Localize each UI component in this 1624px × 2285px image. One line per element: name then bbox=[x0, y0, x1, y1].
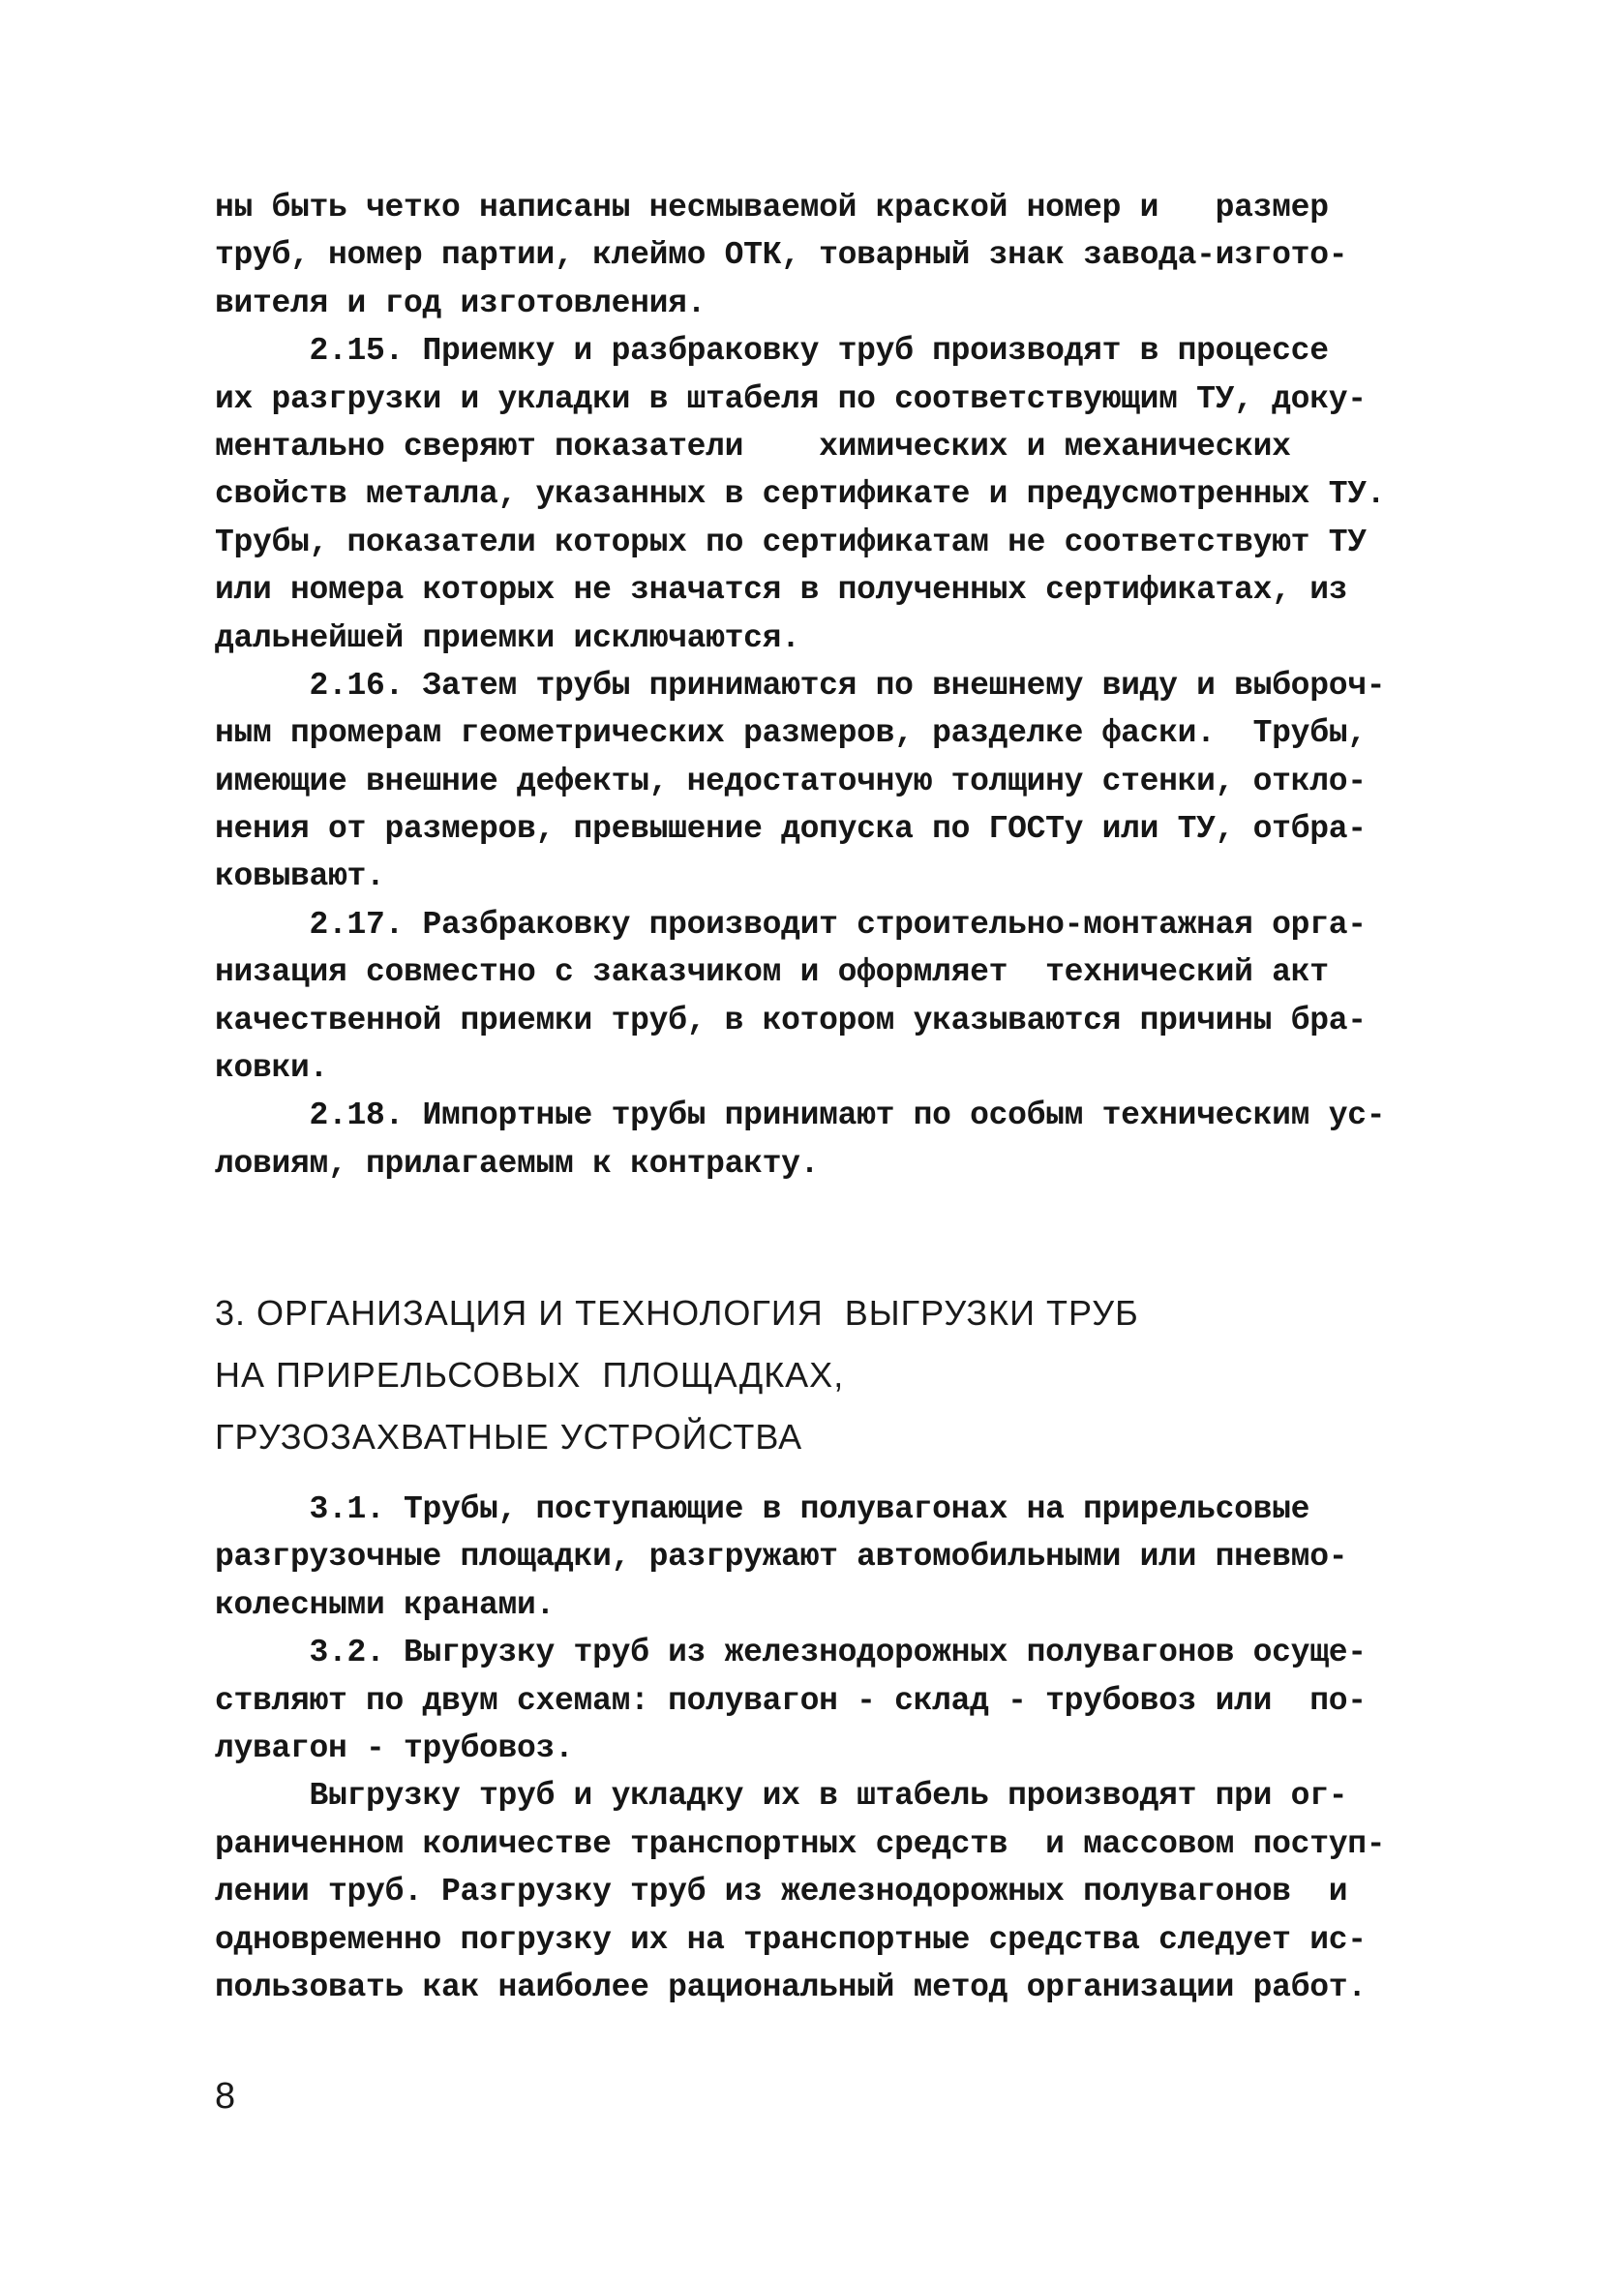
body-text-line: разгрузочные площадки, разгружают автомобильными или пневмо- bbox=[215, 1539, 1348, 1576]
body-text-line: пользовать как наиболее рациональный метод организации работ. bbox=[215, 1969, 1367, 2005]
body-text-line: лувагон - трубовоз. bbox=[215, 1729, 574, 1766]
body-text-line: ствляют по двум схемам: полувагон - склад - трубовоз или по- bbox=[215, 1682, 1367, 1719]
paragraph-2-17-line: 2.17. Разбраковку производит строительно-монтажная орга- bbox=[215, 906, 1367, 943]
body-text-line: ным промерам геометрических размеров, разделке фаски. Трубы, bbox=[215, 715, 1367, 752]
section-2-continuation bbox=[215, 184, 1454, 1188]
paragraph-3-1-line: 3.1. Трубы, поступающие в полувагонах на прирельсовые bbox=[215, 1491, 1310, 1527]
body-text-line: ковки. bbox=[215, 1050, 329, 1087]
body-text-line: ковывают. bbox=[215, 858, 385, 895]
body-text-line: вителя и год изготовления. bbox=[215, 285, 707, 321]
heading-line: ГРУЗОЗАХВАТНЫЕ УСТРОЙСТВА bbox=[215, 1417, 803, 1457]
body-text-line: ловиям, прилагаемым к контракту. bbox=[215, 1145, 820, 1182]
heading-line: НА ПРИРЕЛЬСОВЫХ ПЛОЩАДКАХ, bbox=[215, 1355, 845, 1395]
body-text-line: ны быть четко написаны несмываемой краской номер и размер bbox=[215, 190, 1329, 225]
body-text-line: или номера которых не значатся в полученных сертификатах, из bbox=[215, 572, 1348, 609]
paragraph-3-2-line: 3.2. Выгрузку труб из железнодорожных полувагонов осуще- bbox=[215, 1635, 1367, 1671]
body-text-line: низация совместно с заказчиком и оформляет технический акт bbox=[215, 954, 1329, 991]
body-text-line: труб, номер партии, клеймо ОТК, товарный знак завода-изгото- bbox=[215, 237, 1348, 274]
body-text-line: колесными кранами. bbox=[215, 1586, 556, 1623]
body-text-line: дальнейшей приемки исключаются. bbox=[215, 619, 800, 656]
paragraph-2-16-line: 2.16. Затем трубы принимаются по внешнему виду и выбороч- bbox=[215, 667, 1386, 704]
body-text-line: раниченном количестве транспортных средств и массовом поступ- bbox=[215, 1825, 1386, 1862]
body-text-line: лении труб. Разгрузку труб из железнодорожных полувагонов и bbox=[215, 1874, 1348, 1910]
body-text-line: качественной приемки труб, в котором указываются причины бра- bbox=[215, 1002, 1367, 1038]
paragraph-2-18-line: 2.18. Импортные трубы принимают по особым техническим ус- bbox=[215, 1097, 1386, 1134]
body-text-line: Трубы, показатели которых по сертификатам не соответствуют ТУ bbox=[215, 524, 1367, 560]
paragraph-2-15-line: 2.15. Приемку и разбраковку труб производят в процессе bbox=[215, 333, 1329, 370]
heading-line: 3. ОРГАНИЗАЦИЯ И ТЕХНОЛОГИЯ ВЫГРУЗКИ ТРУБ bbox=[215, 1293, 1139, 1333]
section-3-heading bbox=[215, 1282, 1454, 1468]
section-3-body bbox=[215, 1486, 1454, 2011]
page-number: 8 bbox=[215, 2076, 236, 2117]
body-text-line: свойств металла, указанных в сертификате и предусмотренных ТУ. bbox=[215, 476, 1386, 513]
body-text-line: Выгрузку труб и укладку их в штабель производят при ог- bbox=[215, 1778, 1348, 1815]
body-text-line: имеющие внешние дефекты, недостаточную толщину стенки, откло- bbox=[215, 763, 1367, 799]
body-text-line: нения от размеров, превышение допуска по ГОСТу или ТУ, отбра- bbox=[215, 811, 1367, 848]
body-text-line: ментально сверяют показатели химических и механических bbox=[215, 428, 1291, 465]
body-text-line: одновременно погрузку их на транспортные средства следует ис- bbox=[215, 1921, 1367, 1958]
body-text-line: их разгрузки и укладки в штабеля по соответствующим ТУ, доку- bbox=[215, 380, 1367, 417]
